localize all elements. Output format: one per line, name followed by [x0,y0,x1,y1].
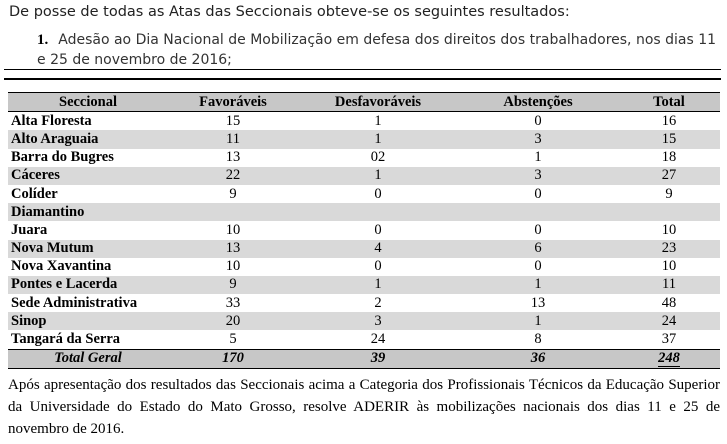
list-item-number: 1. [37,32,49,48]
cell-total: 24 [618,312,720,330]
cell-desfavoraveis: 2 [374,294,382,311]
cell-favoraveis: 22 [168,167,298,185]
table-row [8,167,720,185]
cell-total: 16 [661,112,677,129]
table-row [8,312,720,330]
divider [4,69,721,70]
cell-seccional: Sinop [8,312,168,330]
cell-favoraveis: 5 [229,331,237,348]
table-row [8,130,720,148]
footer-abstencoes: 36 [458,349,618,368]
table-row [8,258,720,276]
intro-text: De posse de todas as Atas das Seccionais obteve-se os seguintes resultados: [9,4,570,20]
cell-total: 18 [661,149,677,166]
conclusion-text: Após apresentação dos resultados das Seccionais acima a Categoria dos Profissionais Técnicos da Educação Superior da Universidade do Estado do Mato Grosso, resolve ADERIR às mobilizações nacionais dos dias 11 e 25 de novembro de 2016. [8,377,720,437]
cell-total: 15 [618,130,720,148]
footer-total: 248 [658,350,680,369]
footer-favoraveis: 170 [168,349,298,368]
cell-abstencoes: 3 [458,130,618,148]
cell-seccional: Diamantino [8,203,168,221]
cell-total: 11 [618,276,720,294]
cell-favoraveis: 15 [225,112,241,129]
table-row [8,294,720,312]
cell-desfavoraveis: 0 [374,258,382,275]
cell-seccional: Alta Floresta [11,112,92,129]
cell-abstencoes [458,203,618,221]
cell-desfavoraveis: 24 [370,331,386,348]
cell-abstencoes: 3 [458,167,618,185]
table-row [8,276,720,294]
cell-favoraveis: 9 [168,276,298,294]
cell-abstencoes: 6 [458,240,618,258]
cell-total: 23 [618,240,720,258]
cell-total [618,203,720,221]
table-footer-row [8,349,720,368]
cell-desfavoraveis: 0 [374,221,382,238]
cell-total: 37 [661,331,677,348]
header-abstencoes: Abstenções [458,93,618,112]
cell-abstencoes: 1 [458,276,618,294]
cell-desfavoraveis: 1 [298,276,458,294]
cell-total: 10 [661,221,677,238]
cell-abstencoes: 1 [458,312,618,330]
cell-abstencoes: 0 [534,185,542,202]
cell-seccional: Pontes e Lacerda [8,276,168,294]
cell-favoraveis: 9 [229,185,237,202]
cell-seccional: Colíder [11,185,58,202]
cell-favoraveis: 20 [168,312,298,330]
header-seccional: Seccional [8,93,168,112]
cell-seccional: Nova Xavantina [11,258,112,275]
list-item-text: Adesão ao Dia Nacional de Mobilização em defesa dos direitos dos trabalhadores, nos dias 11 e 25 de novembro de 2016; [37,32,717,68]
cell-desfavoraveis [298,203,458,221]
table-row [8,185,720,203]
cell-desfavoraveis: 02 [370,149,386,166]
cell-abstencoes: 8 [534,331,542,348]
cell-seccional: Sede Administrativa [11,294,138,311]
cell-abstencoes: 1 [534,149,542,166]
cell-desfavoraveis: 0 [374,185,382,202]
cell-seccional: Alto Araguaia [8,130,168,148]
cell-favoraveis: 11 [168,130,298,148]
header-favoraveis: Favoráveis [168,93,298,112]
cell-seccional: Tangará da Serra [11,331,121,348]
footer-label: Total Geral [8,349,168,368]
cell-total: 10 [661,258,677,275]
table-row [8,221,720,239]
footer-desfavoraveis: 39 [298,349,458,368]
cell-seccional: Cáceres [8,167,168,185]
table-row [8,240,720,258]
cell-favoraveis: 10 [225,221,241,238]
cell-favoraveis: 10 [225,258,241,275]
cell-desfavoraveis: 1 [298,167,458,185]
cell-total: 27 [618,167,720,185]
cell-abstencoes: 0 [534,258,542,275]
table-row [8,149,720,167]
cell-seccional: Barra do Bugres [11,149,114,166]
table-row [8,203,720,221]
cell-desfavoraveis: 3 [298,312,458,330]
table-row [8,330,720,349]
cell-favoraveis: 33 [225,294,241,311]
cell-abstencoes: 13 [530,294,546,311]
header-desfavoraveis: Desfavoráveis [298,93,458,112]
table-row [8,112,720,131]
cell-seccional: Juara [11,221,48,238]
cell-desfavoraveis: 1 [298,130,458,148]
cell-desfavoraveis: 1 [374,112,382,129]
cell-desfavoraveis: 4 [298,240,458,258]
table-header-row [8,93,720,112]
cell-abstencoes: 0 [534,221,542,238]
cell-favoraveis: 13 [168,240,298,258]
results-table [8,92,720,369]
cell-total: 9 [665,185,673,202]
cell-total: 48 [661,294,677,311]
cell-favoraveis: 13 [225,149,241,166]
cell-seccional: Nova Mutum [8,240,168,258]
cell-abstencoes: 0 [534,112,542,129]
cell-favoraveis [168,203,298,221]
divider [4,78,721,80]
list-item [37,30,717,70]
header-total: Total [618,93,720,112]
